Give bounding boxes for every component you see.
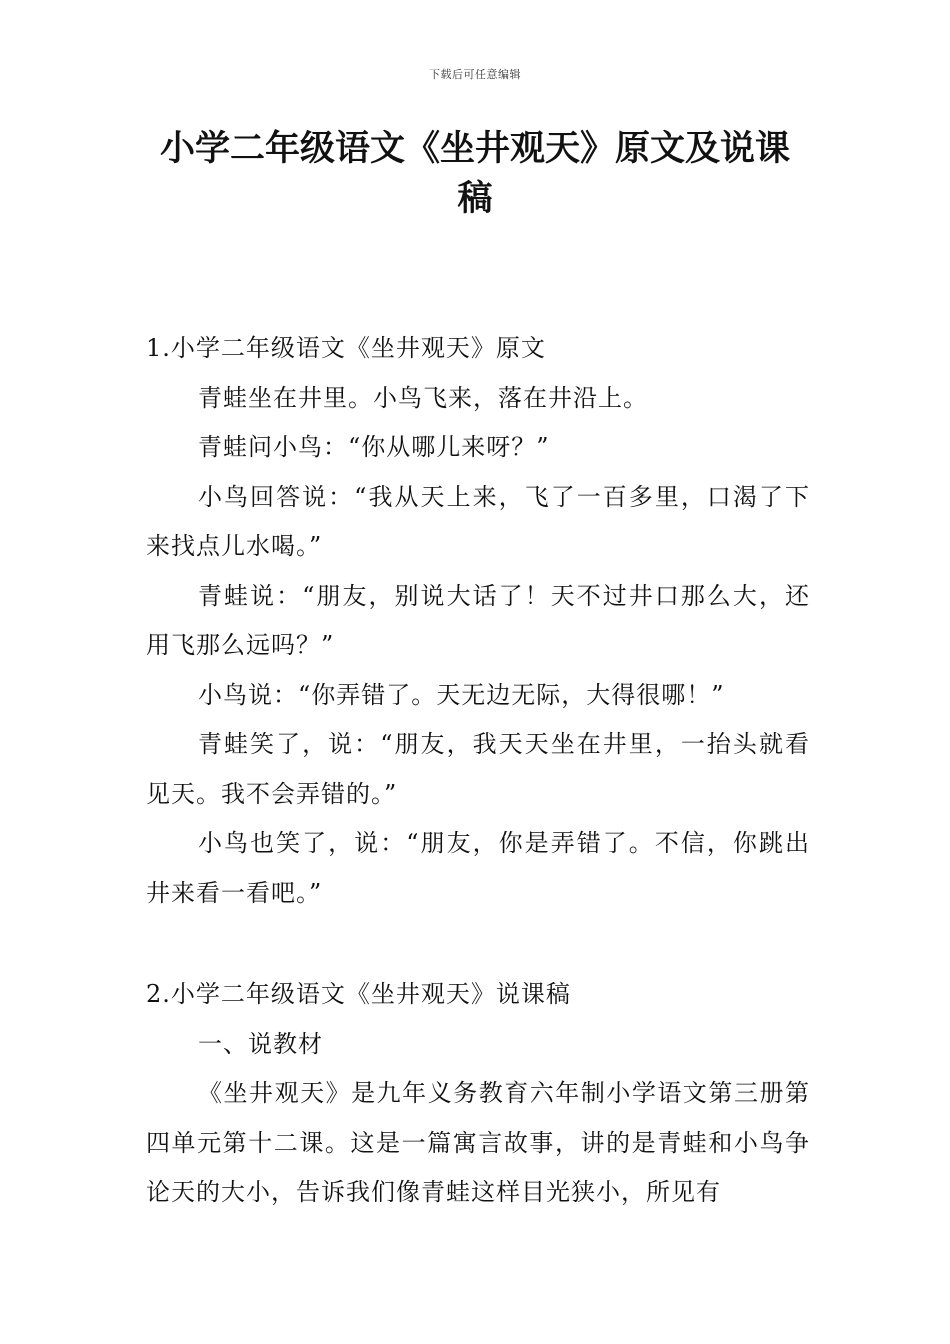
subsection-heading: 一、说教材 (198, 1029, 323, 1058)
header-note: 下载后可任意编辑 (429, 68, 521, 81)
document-title: 小学二年级语文《坐井观天》原文及说课稿 (159, 129, 790, 219)
paragraph: 《坐井观天》是九年义务教育六年制小学语文第三册第四单元第十二课。这是一篇寓言故事，讲的是青蛙和小鸟争论天的大小，告诉我们像青蛙这样目光狭小，所见有 (146, 1079, 810, 1206)
paragraph: 青蛙笑了，说：“朋友，我天天坐在井里，一抬头就看见天。我不会弄错的。” (146, 730, 810, 808)
section-heading: 1.小学二年级语文《坐井观天》原文 (146, 334, 546, 362)
paragraph: 小鸟说：“你弄错了。天无边无际，大得很哪！” (198, 680, 725, 709)
paragraph: 青蛙说：“朋友，别说大话了！天不过井口那么大，还用飞那么远吗？” (146, 581, 810, 659)
section-lesson-script (146, 970, 810, 1218)
paragraph: 小鸟回答说：“我从天上来，飞了一百多里，口渴了下来找点儿水喝。” (146, 482, 810, 560)
paragraph: 青蛙问小鸟：“你从哪儿来呀？” (198, 433, 550, 461)
section-original-text (146, 324, 810, 918)
paragraph: 青蛙坐在井里。小鸟飞来，落在井沿上。 (198, 383, 648, 412)
section-heading: 2.小学二年级语文《坐井观天》说课稿 (146, 980, 571, 1008)
paragraph: 小鸟也笑了，说：“朋友，你是弄错了。不信，你跳出井来看一看吧。” (146, 829, 810, 907)
